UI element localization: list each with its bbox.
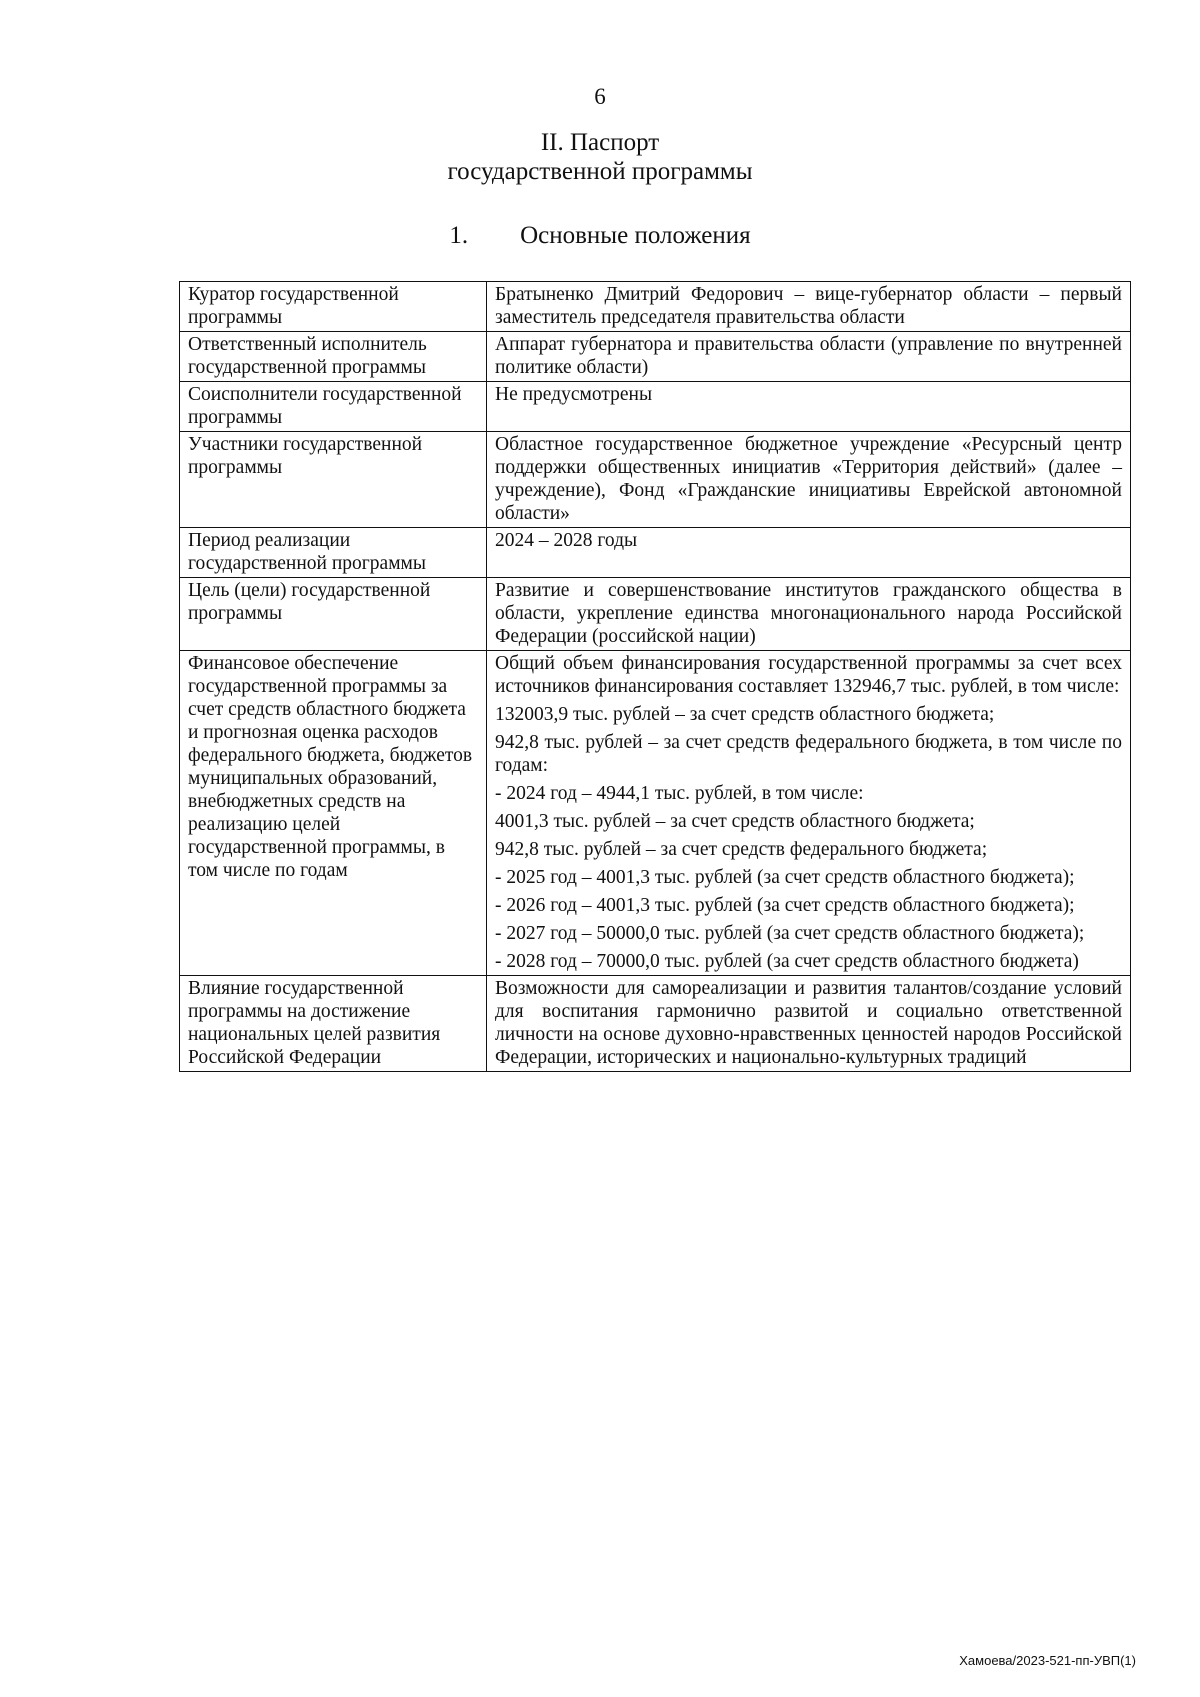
row-value — [487, 282, 1131, 332]
row-value-paragraph: 132003,9 тыс. рублей – за счет средств областного бюджета; — [495, 704, 995, 725]
row-value-paragraph: Возможности для самореализации и развития талантов/создание условий для воспитания гармонично развитой и социально ответственной личности на основе духовно-нравственных ценностей народов Российской Федерации, исторических и национально-культурных традиций — [495, 978, 1122, 1068]
row-label: Соисполнители государственной программы — [180, 382, 487, 432]
row-value-paragraph: Братыненко Дмитрий Федорович – вице-губернатор области – первый заместитель председателя правительства области — [495, 284, 1122, 328]
row-label: Куратор государственной программы — [180, 282, 487, 332]
row-value — [487, 432, 1131, 528]
row-label: Финансовое обеспечение государственной программы за счет средств областного бюджета и прогнозная оценка расходов федерального бюджета, бюджетов муниципальных образований, внебюджетных средств на реализацию целей государственной программы, в том числе по годам — [180, 651, 487, 976]
subsection-title: Основные положения — [520, 222, 751, 249]
row-value-paragraph: - 2027 год – 50000,0 тыс. рублей (за счет средств областного бюджета); — [495, 923, 1085, 944]
document-code: Хамоева/2023-521-пп-УВП(1) — [959, 1653, 1136, 1668]
table-row — [180, 651, 1131, 976]
section-title-line-2: государственной программы — [447, 158, 753, 185]
table-row — [180, 382, 1131, 432]
row-value-paragraph: Развитие и совершенствование институтов гражданского общества в области, укрепление единства многонационального народа Российской Федерации (российской нации) — [495, 580, 1122, 647]
table-row — [180, 332, 1131, 382]
row-label: Цель (цели) государственной программы — [180, 578, 487, 651]
row-value — [487, 332, 1131, 382]
row-value-paragraph: - 2028 год – 70000,0 тыс. рублей (за счет средств областного бюджета) — [495, 951, 1079, 972]
table-row — [180, 282, 1131, 332]
page-number: 6 — [594, 84, 606, 109]
row-value — [487, 976, 1131, 1072]
row-value-paragraph: Не предусмотрены — [495, 384, 653, 405]
row-value — [487, 651, 1131, 976]
row-value — [487, 382, 1131, 432]
table-row — [180, 578, 1131, 651]
section-title — [0, 128, 1200, 186]
row-value-paragraph: Областное государственное бюджетное учреждение «Ресурсный центр поддержки общественных инициатив «Территория действий» (далее – учреждение), Фонд «Гражданские инициативы Еврейской автономной области» — [495, 434, 1122, 524]
subsection-heading — [0, 222, 1200, 250]
row-value-paragraph: Общий объем финансирования государственной программы за счет всех источников финансирования составляет 132946,7 тыс. рублей, в том числе: — [495, 653, 1122, 697]
passport-table — [179, 281, 1131, 1072]
table-row — [180, 528, 1131, 578]
row-value-paragraph: 942,8 тыс. рублей – за счет средств федерального бюджета, в том числе по годам: — [495, 732, 1122, 776]
row-label: Период реализации государственной программы — [180, 528, 487, 578]
row-value-paragraph: 2024 – 2028 годы — [495, 530, 638, 551]
table-row — [180, 976, 1131, 1072]
section-title-line-1: II. Паспорт — [540, 129, 660, 156]
row-value-paragraph: - 2024 год – 4944,1 тыс. рублей, в том числе: — [495, 783, 864, 804]
row-value — [487, 578, 1131, 651]
row-value-paragraph: Аппарат губернатора и правительства области (управление по внутренней политике области) — [495, 334, 1122, 378]
row-value — [487, 528, 1131, 578]
row-label: Ответственный исполнитель государственной программы — [180, 332, 487, 382]
row-value-paragraph: 942,8 тыс. рублей – за счет средств федерального бюджета; — [495, 839, 988, 860]
row-label: Участники государственной программы — [180, 432, 487, 528]
passport-table-body — [180, 282, 1131, 1072]
row-value-paragraph: - 2025 год – 4001,3 тыс. рублей (за счет средств областного бюджета); — [495, 867, 1075, 888]
row-value-paragraph: 4001,3 тыс. рублей – за счет средств областного бюджета; — [495, 811, 975, 832]
row-label: Влияние государственной программы на достижение национальных целей развития Российской Федерации — [180, 976, 487, 1072]
subsection-number: 1. — [449, 222, 469, 249]
row-value-paragraph: - 2026 год – 4001,3 тыс. рублей (за счет средств областного бюджета); — [495, 895, 1075, 916]
table-row — [180, 432, 1131, 528]
